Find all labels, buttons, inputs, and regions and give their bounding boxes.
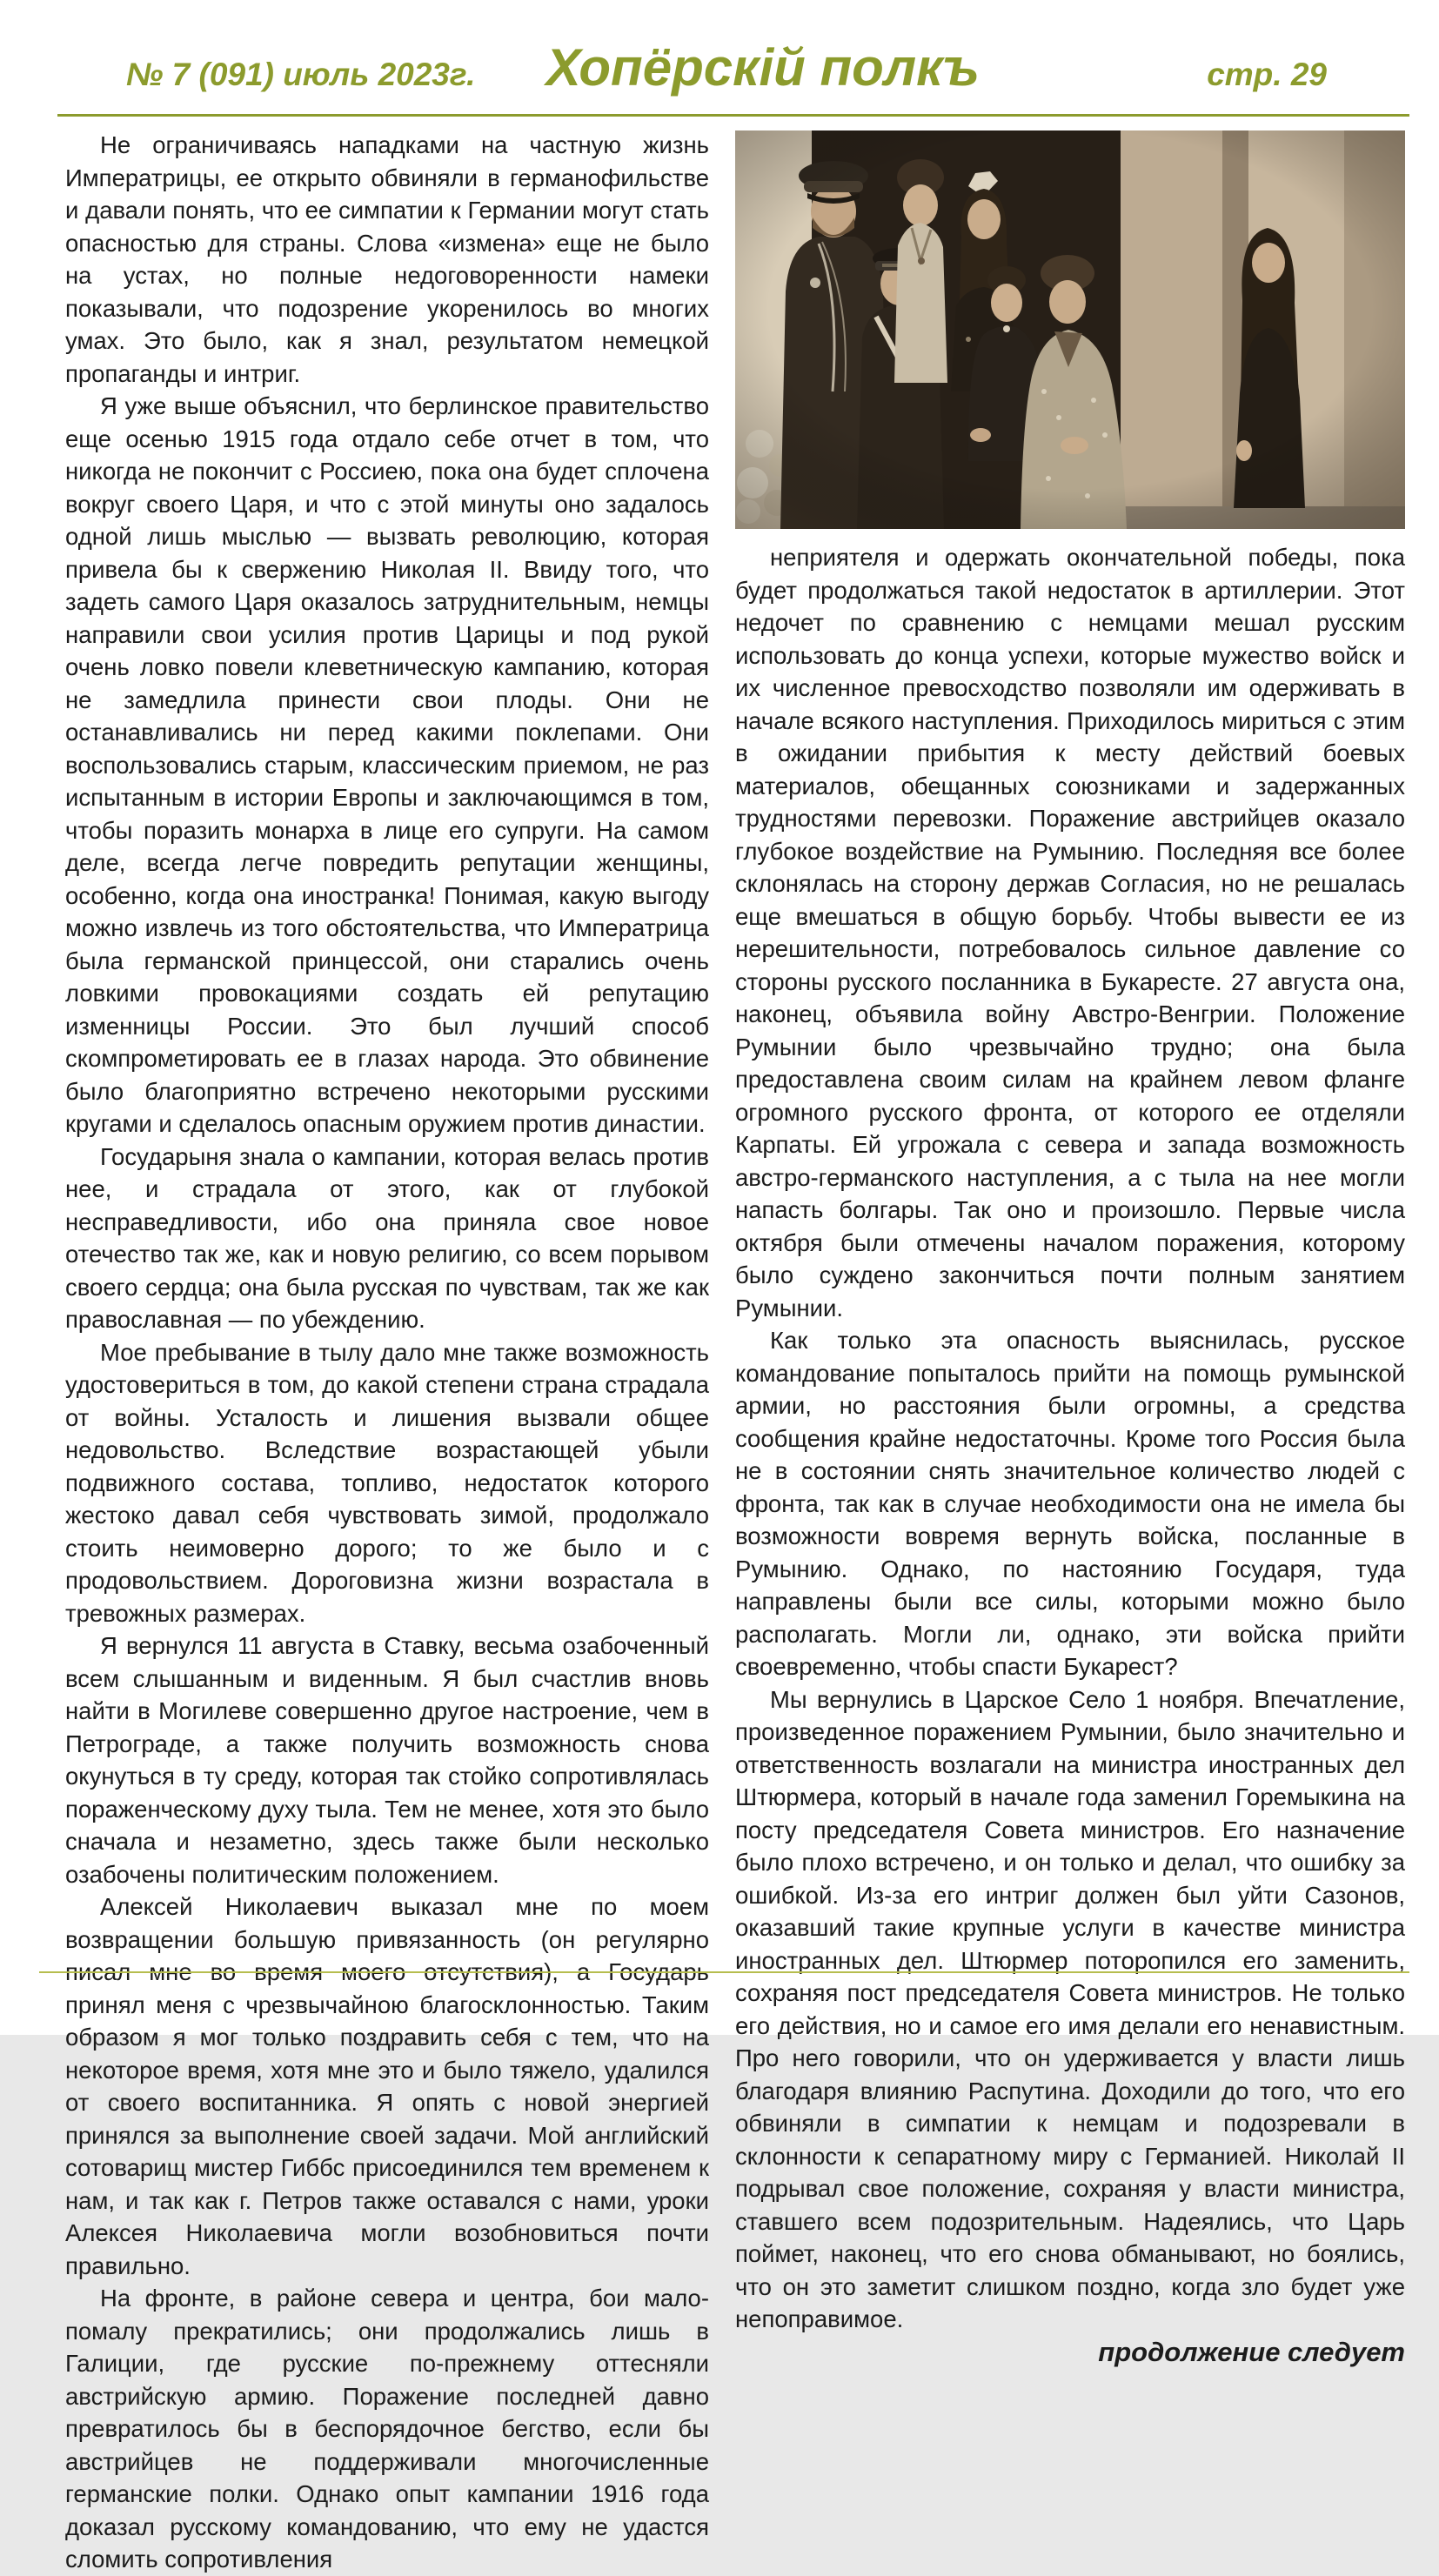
page-number: стр. 29 bbox=[1207, 57, 1327, 92]
right-column bbox=[735, 129, 1405, 2368]
paragraph: неприятеля и одержать окончательной победы, пока будет продолжаться такой недостаток в артиллерии. Этот недочет по сравнению с немцами мешал русским использовать до конца успехи, которые мужество войск и их численное превосходство позволяли им одерживать в начале всякого наступления. Приходилось мириться с этим в ожидании прибытия к месту действий боевых материалов, обещанных союзниками и задержанных трудностями перевозки. Поражение австрийцев оказало глубокое воздействие на Румынию. Последняя все более склонялась на сторону держав Согласия, но не решалась еще вмешаться в общую борьбу. Чтобы вывести ее из нерешительности, потребовалось сильное давление со стороны русского посланника в Букаресте. 27 августа она, наконец, объявила войну Австро-Венгрии. Положение Румынии было чрезвычайно трудно; она была предоставлена своим силам на крайнем левом фланге огромного русского фронта, от которого ее отделяли Карпаты. Ей угрожала с севера и запада возможность австро-германского наступления, а с тыла на нее могли напасть болгары. Так оно и произошло. Первые числа октября были отмечены началом поражения, которому было суждено закончиться почти полным занятием Румынии. bbox=[735, 544, 1405, 1321]
paragraph: Я уже выше объяснил, что берлинское правительство еще осенью 1915 года отдало себе отчет в том, что никогда не покончит с Россиею, пока она будет сплочена вокруг своего Царя, и что с этой минуты оно задалось одной лишь мыслью — вызвать революцию, которая привела бы к свержению Николая II. Ввиду того, что задеть самого Царя оказалось затруднительным, немцы направили свои усилия против Царицы и под рукой очень ловко повели клеветническую кампанию, которая не замедлила принести свои плоды. Они не останавливались ни перед какими поклепами. Они воспользовались старым, классическим приемом, не раз испытанным в истории Европы и заключающимся в том, чтобы поразить монарха в лице его супруги. На самом деле, всегда легче повредить репутации женщины, особенно, когда она иностранка! Понимая, какую выгоду можно извлечь из того обстоятельства, что Императрица была германской принцессой, они старались очень ловкими провокациями создать ей репутацию изменницы России. Это был лучший способ скомпрометировать ее в глазах народа. Это обвинение было благоприятно встречено некоторыми русскими кругами и сделалось опасным оружием против династии. bbox=[65, 392, 709, 1137]
bottom-divider bbox=[39, 1971, 1409, 1973]
left-column bbox=[65, 129, 709, 2576]
issue-label: № 7 (091) июль 2023г. bbox=[126, 57, 476, 92]
page-header bbox=[126, 38, 1327, 97]
paragraph: Мое пребывание в тылу дало мне также возможность удостовериться в том, до какой степени страна страдала от войны. Усталость и лишения вызвали общее недовольство. Вследствие возрастающей убыли подвижного состава, топливо, недостаток которого жестоко давал себя чувствовать зимой, продолжало стоить неимоверно дорого; то же было и с продовольствием. Дороговизна жизни возрастала в тревожных размерах. bbox=[65, 1338, 709, 1627]
paragraph: Я вернулся 11 августа в Ставку, весьма озабоченный всем слышанным и виденным. Я был счастлив вновь найти в Могилеве совершенно другое настроение, чем в Петрограде, а также получить возможность снова окунуться в ту среду, которая так стойко сопротивлялась пораженческому духу тыла. Тем не менее, хотя это было сначала и незаметно, здесь также были несколько озабочены политическим положением. bbox=[65, 1632, 709, 1888]
header-divider bbox=[57, 114, 1409, 117]
paragraph: Мы вернулись в Царское Село 1 ноября. Впечатление, произведенное поражением Румынии, было значительно и ответственность возлагали на министра иностранных дел Штюрмера, который в начале года заменил Горемыкина на посту председателя Совета министров. Его назначение было плохо встречено, и он только и делал, что ошибку за ошибкой. Из-за его интриг должен был уйти Сазонов, оказавший такие крупные услуги в качестве министра иностранных дел. Штюрмер поторопился его заменить, сохраняя пост председателя Совета министров. Не только его действия, но и самое его имя делали его ненавистным. Про него говорили, что он удерживается у власти лишь благодаря влиянию Распутина. Доходили до того, что его обвиняли в симпатии к немцам и подозревали в склонности к сепаратному миру с Германией. Николай II подрывал свое положение, сохраняя у власти министра, ставшего всем подозрительным. Надеялись, что Царь поймет, наконец, что его снова обманывают, но боялись, что он это заметит слишком поздно, когда зло будет уже непоправимое. bbox=[735, 1685, 1405, 2332]
family-photo bbox=[735, 130, 1405, 529]
paragraph: Алексей Николаевич выказал мне по моем возвращении большую привязанность (он регулярно писал мне во время моего отсутствия), а Государь принял меня с чрезвычайною благосклонностью. Таким образом я мог только поздравить себя с тем, что на некоторое время, хотя мне это и было тяжело, удалился от своего воспитанника. Я опять с новой энергией принялся за выполнение своей задачи. Мой английский сотоварищ мистер Гиббс присоединился тем временем к нам, и так как г. Петров также оставался с нами, уроки Алексея Николаевича могли возобновиться почти правильно. bbox=[65, 1893, 709, 2279]
newspaper-title: Хопёрскій полкъ bbox=[545, 38, 980, 97]
continuation-note: продолжение следует bbox=[1098, 2336, 1405, 2367]
paragraph: Государыня знала о кампании, которая велась против нее, и страдала от этого, как от глубокой несправедливости, ибо она приняла свое новое отечество так же, как и новую религию, со всем порывом своего сердца; она была русская по чувствам, так же как православная — по убеждению. bbox=[65, 1142, 709, 1333]
family-photo-illustration bbox=[735, 130, 1405, 529]
paragraph: На фронте, в районе севера и центра, бои мало-помалу прекратились; они продолжались лишь в Галиции, где русские по-прежнему оттесняли австрийскую армию. Поражение последней давно превратилось бы в беспорядочное бегство, если бы австрийцев не поддерживали многочисленные германские полки. Однако опыт кампании 1916 года доказал русскому командованию, что ему не удастся сломить сопротивления bbox=[65, 2285, 709, 2573]
paragraph: Как только эта опасность выяснилась, русское командование попыталось прийти на помощь румынской армии, но расстояния были огромны, а средства сообщения крайне недостаточны. Кроме того Россия была не в состоянии снять значительное количество людей с фронта, так как в случае необходимости она не имела бы возможности вовремя вернуть войска, посланные в Румынию. Однако, по настоянию Государя, туда направлены были все силы, которыми можно было располагать. Могли ли, однако, эти войска прийти своевременно, чтобы спасти Букарест? bbox=[735, 1327, 1405, 1680]
paragraph: Не ограничиваясь нападками на частную жизнь Императрицы, ее открыто обвиняли в германофильстве и давали понять, что ее симпатии к Германии могут стать опасностью для страны. Слова «измена» еще не было на устах, но полные недоговоренности намеки показывали, что подозрение укоренилось во многих умах. Это было, как я знал, результатом немецкой пропаганды и интриг. bbox=[65, 131, 709, 387]
